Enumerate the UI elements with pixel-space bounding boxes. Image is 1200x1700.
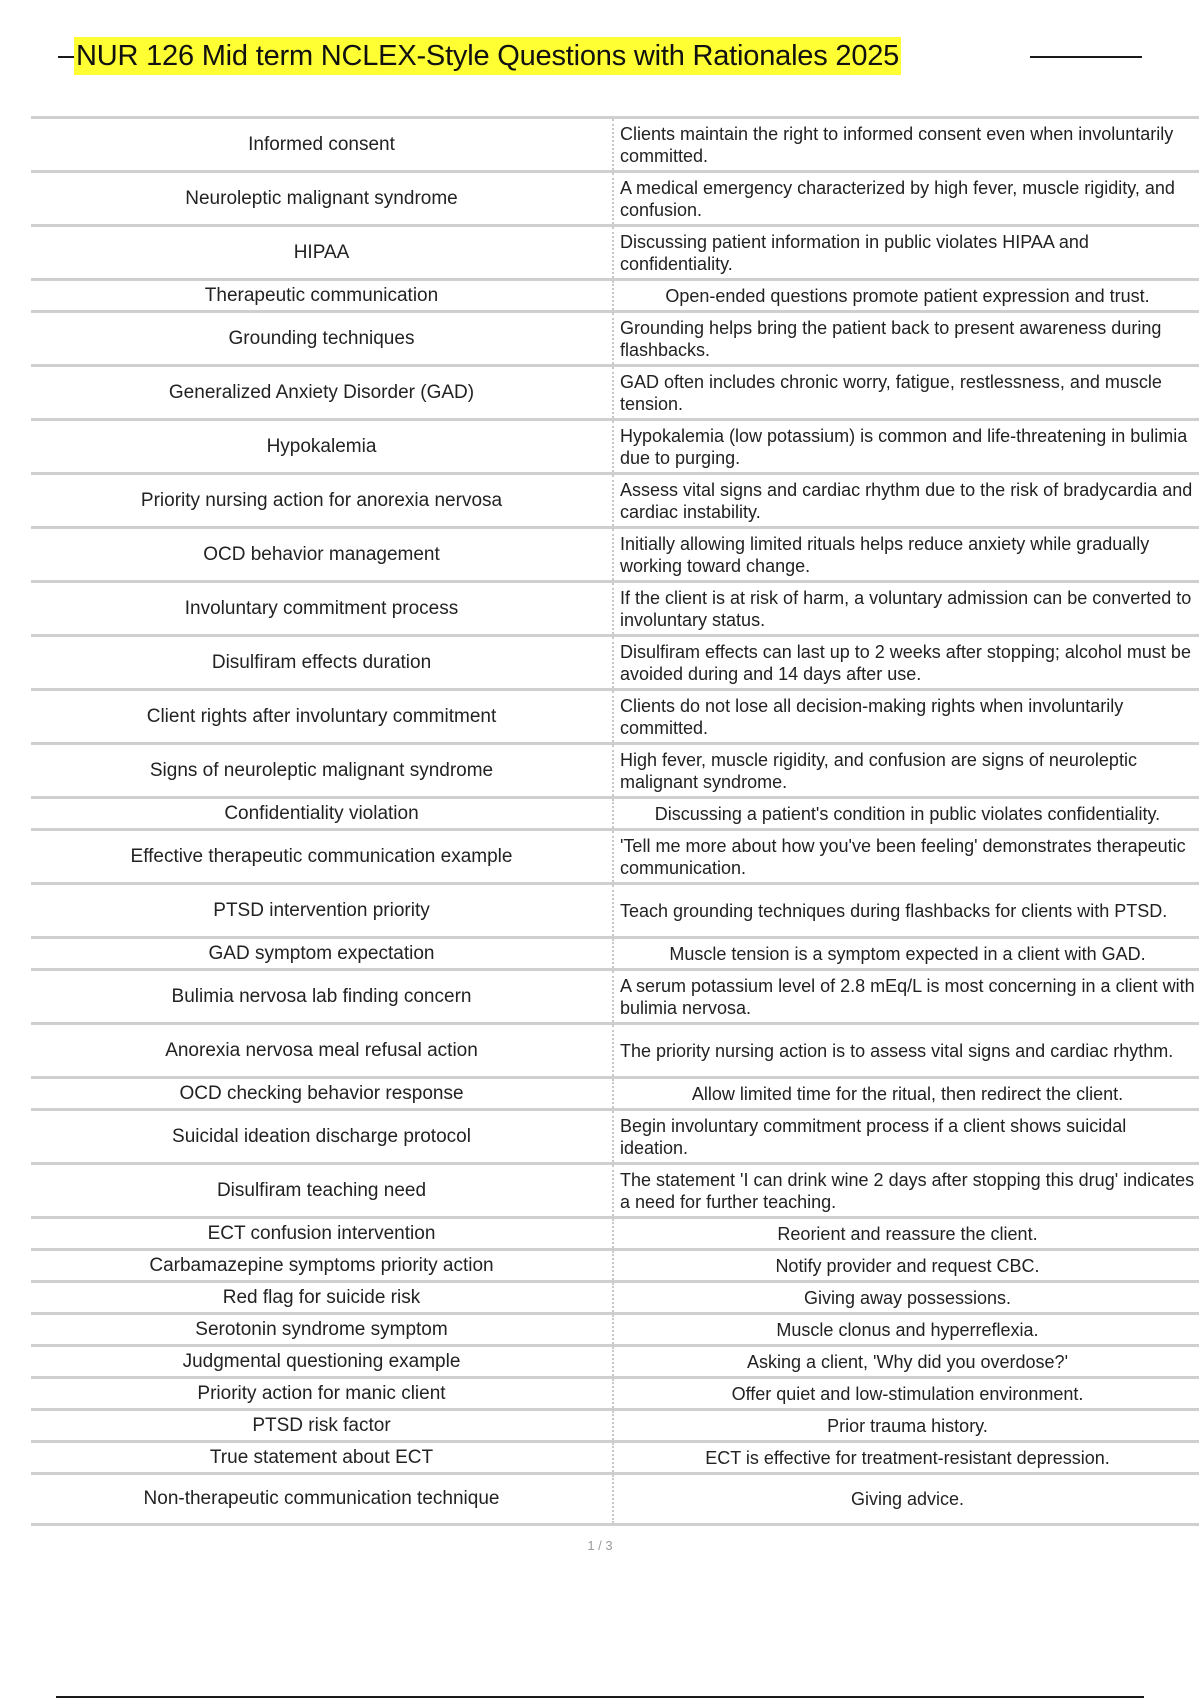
term-cell: True statement about ECT bbox=[209, 1446, 434, 1468]
term-cell: Therapeutic communication bbox=[204, 284, 439, 306]
definition-cell: Offer quiet and low-stimulation environment. bbox=[612, 1379, 1199, 1408]
table-row bbox=[31, 1162, 1199, 1216]
term-cell: Bulimia nervosa lab finding concern bbox=[171, 985, 472, 1007]
table-row bbox=[31, 170, 1199, 224]
table-row bbox=[31, 936, 1199, 968]
table-row bbox=[31, 828, 1199, 882]
table-row bbox=[31, 418, 1199, 472]
table-row bbox=[31, 1408, 1199, 1440]
term-cell: Generalized Anxiety Disorder (GAD) bbox=[168, 381, 475, 403]
definition-cell: Allow limited time for the ritual, then redirect the client. bbox=[612, 1079, 1199, 1108]
table-row bbox=[31, 1280, 1199, 1312]
term-cell: Effective therapeutic communication example bbox=[130, 845, 513, 867]
term-cell: Involuntary commitment process bbox=[184, 597, 459, 619]
table-row bbox=[31, 526, 1199, 580]
term-cell: Hypokalemia bbox=[266, 435, 377, 457]
table-row bbox=[31, 1376, 1199, 1408]
table-row bbox=[31, 1216, 1199, 1248]
table-row bbox=[31, 1344, 1199, 1376]
page-title: NUR 126 Mid term NCLEX-Style Questions with Rationales 2025 bbox=[74, 37, 901, 75]
definition-cell: A medical emergency characterized by high fever, muscle rigidity, and confusion. bbox=[612, 173, 1199, 224]
definition-cell: Grounding helps bring the patient back to present awareness during flashbacks. bbox=[612, 313, 1199, 364]
table-row bbox=[31, 1312, 1199, 1344]
page-bottom-rule bbox=[56, 1696, 1144, 1698]
table-row bbox=[31, 1440, 1199, 1472]
definition-cell: Asking a client, 'Why did you overdose?' bbox=[612, 1347, 1199, 1376]
definition-cell: Prior trauma history. bbox=[612, 1411, 1199, 1440]
definition-cell: Clients maintain the right to informed consent even when involuntarily committed. bbox=[612, 119, 1199, 170]
definition-cell: Discussing patient information in public violates HIPAA and confidentiality. bbox=[612, 227, 1199, 278]
term-cell: Priority nursing action for anorexia nervosa bbox=[140, 489, 503, 511]
definition-cell: Hypokalemia (low potassium) is common and life-threatening in bulimia due to purging. bbox=[612, 421, 1199, 472]
term-cell: OCD behavior management bbox=[203, 543, 440, 565]
definition-cell: A serum potassium level of 2.8 mEq/L is most concerning in a client with bulimia nervosa. bbox=[612, 971, 1199, 1022]
table-row bbox=[31, 1472, 1199, 1526]
table-row bbox=[31, 472, 1199, 526]
definition-cell: The priority nursing action is to assess vital signs and cardiac rhythm. bbox=[612, 1025, 1199, 1076]
table-row bbox=[31, 882, 1199, 936]
definition-cell: Muscle tension is a symptom expected in a client with GAD. bbox=[612, 939, 1199, 968]
term-cell: Non-therapeutic communication technique bbox=[143, 1488, 500, 1509]
term-cell: Confidentiality violation bbox=[224, 802, 419, 824]
definition-cell: High fever, muscle rigidity, and confusion are signs of neuroleptic malignant syndrome. bbox=[612, 745, 1199, 796]
definition-cell: If the client is at risk of harm, a voluntary admission can be converted to involuntary status. bbox=[612, 583, 1199, 634]
term-cell: HIPAA bbox=[293, 241, 350, 263]
table-row bbox=[31, 796, 1199, 828]
term-cell: Disulfiram effects duration bbox=[211, 651, 432, 673]
definition-cell: Giving advice. bbox=[612, 1475, 1199, 1523]
term-cell: Carbamazepine symptoms priority action bbox=[149, 1254, 494, 1276]
table-row bbox=[31, 310, 1199, 364]
definition-cell: 'Tell me more about how you've been feeling' demonstrates therapeutic communication. bbox=[612, 831, 1199, 882]
table-row bbox=[31, 688, 1199, 742]
table-row bbox=[31, 1248, 1199, 1280]
definition-cell: Open-ended questions promote patient expression and trust. bbox=[612, 281, 1199, 310]
table-row bbox=[31, 224, 1199, 278]
definition-cell: Reorient and reassure the client. bbox=[612, 1219, 1199, 1248]
definition-cell: Clients do not lose all decision-making rights when involuntarily committed. bbox=[612, 691, 1199, 742]
term-cell: GAD symptom expectation bbox=[208, 942, 435, 964]
term-cell: PTSD intervention priority bbox=[213, 899, 430, 921]
definition-cell: Muscle clonus and hyperreflexia. bbox=[612, 1315, 1199, 1344]
term-cell: PTSD risk factor bbox=[252, 1414, 391, 1436]
term-cell: Informed consent bbox=[248, 133, 395, 155]
definition-cell: Assess vital signs and cardiac rhythm due to the risk of bradycardia and cardiac instability. bbox=[612, 475, 1199, 526]
term-cell: Suicidal ideation discharge protocol bbox=[172, 1125, 471, 1147]
term-cell: Judgmental questioning example bbox=[182, 1350, 461, 1372]
term-cell: Client rights after involuntary commitment bbox=[146, 705, 497, 727]
term-cell: Neuroleptic malignant syndrome bbox=[185, 187, 458, 209]
table-row bbox=[31, 580, 1199, 634]
definition-cell: ECT is effective for treatment-resistant depression. bbox=[612, 1443, 1199, 1472]
document-title-bar bbox=[58, 35, 1142, 77]
table-row bbox=[31, 1108, 1199, 1162]
definition-cell: Discussing a patient's condition in public violates confidentiality. bbox=[612, 799, 1199, 828]
term-cell: OCD checking behavior response bbox=[179, 1082, 464, 1104]
term-cell: Disulfiram teaching need bbox=[216, 1179, 427, 1201]
definition-cell: Notify provider and request CBC. bbox=[612, 1251, 1199, 1280]
table-row bbox=[31, 742, 1199, 796]
term-cell: Grounding techniques bbox=[228, 327, 415, 349]
definition-cell: Begin involuntary commitment process if a client shows suicidal ideation. bbox=[612, 1111, 1199, 1162]
table-row bbox=[31, 1076, 1199, 1108]
definition-cell: GAD often includes chronic worry, fatigue, restlessness, and muscle tension. bbox=[612, 367, 1199, 418]
term-cell: ECT confusion intervention bbox=[207, 1222, 436, 1244]
table-row bbox=[31, 1022, 1199, 1076]
definition-cell: The statement 'I can drink wine 2 days after stopping this drug' indicates a need for further teaching. bbox=[612, 1165, 1199, 1216]
term-cell: Serotonin syndrome symptom bbox=[195, 1318, 448, 1340]
definition-cell: Initially allowing limited rituals helps reduce anxiety while gradually working toward change. bbox=[612, 529, 1199, 580]
page-indicator: 1 / 3 bbox=[587, 1538, 613, 1553]
definition-cell: Disulfiram effects can last up to 2 weeks after stopping; alcohol must be avoided during and 14 days after use. bbox=[612, 637, 1199, 688]
table-row bbox=[31, 278, 1199, 310]
title-rule-right bbox=[1030, 56, 1142, 58]
term-cell: Anorexia nervosa meal refusal action bbox=[165, 1039, 478, 1061]
term-cell: Priority action for manic client bbox=[197, 1382, 446, 1404]
term-cell: Red flag for suicide risk bbox=[222, 1286, 421, 1308]
title-rule-left bbox=[58, 56, 74, 58]
definition-cell: Giving away possessions. bbox=[612, 1283, 1199, 1312]
flashcard-table bbox=[31, 116, 1199, 1526]
table-row bbox=[31, 634, 1199, 688]
table-row bbox=[31, 364, 1199, 418]
table-row bbox=[31, 968, 1199, 1022]
table-row bbox=[31, 116, 1199, 170]
definition-cell: Teach grounding techniques during flashbacks for clients with PTSD. bbox=[612, 885, 1199, 936]
term-cell: Signs of neuroleptic malignant syndrome bbox=[149, 759, 494, 781]
